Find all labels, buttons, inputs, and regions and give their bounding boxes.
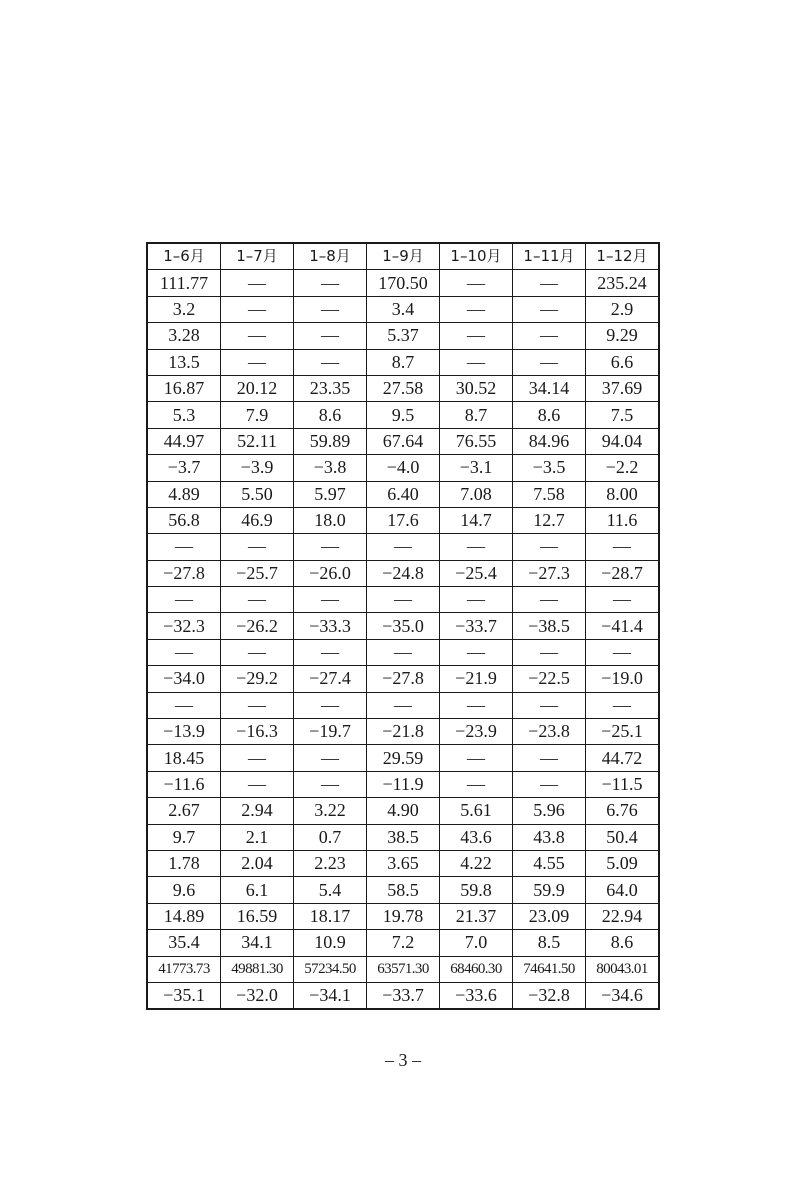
table-cell: — [294,534,367,560]
table-header-row [147,243,659,270]
table-cell: 29.59 [367,745,440,771]
table-cell: — [513,296,586,322]
table-cell: 8.7 [367,349,440,375]
table-cell: 6.40 [367,481,440,507]
table-cell: 34.14 [513,375,586,401]
table-row [147,745,659,771]
table-cell: −35.0 [367,613,440,639]
table-cell: — [440,270,513,296]
table-cell: −22.5 [513,666,586,692]
table-cell: 6.76 [586,798,660,824]
table-cell: 19.78 [367,903,440,929]
table-cell: 68460.30 [440,956,513,982]
table-cell: — [147,534,221,560]
table-cell: 5.97 [294,481,367,507]
table-cell: 8.6 [586,930,660,956]
table-cell: 8.6 [294,402,367,428]
table-cell: −4.0 [367,455,440,481]
table-row [147,613,659,639]
table-cell: — [440,639,513,665]
table-cell: 56.8 [147,507,221,533]
table-cell: −38.5 [513,613,586,639]
table-cell: 9.6 [147,877,221,903]
table-cell: — [513,587,586,613]
table-cell: −32.3 [147,613,221,639]
table-cell: 4.22 [440,850,513,876]
table-cell: 58.5 [367,877,440,903]
column-header-jan-jun: 1–6月 [147,243,221,270]
table-row [147,296,659,322]
table-cell: 27.58 [367,375,440,401]
table-row [147,903,659,929]
table-cell: 30.52 [440,375,513,401]
table-cell: — [440,745,513,771]
column-header-jan-nov: 1–11月 [513,243,586,270]
table-cell: 6.1 [221,877,294,903]
table-cell: 4.89 [147,481,221,507]
table-cell: 23.35 [294,375,367,401]
table-cell: −29.2 [221,666,294,692]
table-cell: — [294,745,367,771]
table-row [147,323,659,349]
table-cell: 50.4 [586,824,660,850]
table-cell: — [586,692,660,718]
table-cell: — [294,296,367,322]
table-cell: — [513,270,586,296]
table-cell: — [221,771,294,797]
table-cell: 7.5 [586,402,660,428]
table-cell: 5.4 [294,877,367,903]
table-cell: — [367,639,440,665]
table-cell: 111.77 [147,270,221,296]
statistics-table-container [146,242,660,1010]
table-cell: 5.37 [367,323,440,349]
table-cell: 34.1 [221,930,294,956]
table-row [147,587,659,613]
table-cell: — [221,639,294,665]
table-cell: 8.5 [513,930,586,956]
table-cell: 49881.30 [221,956,294,982]
table-cell: 4.55 [513,850,586,876]
table-cell: 6.6 [586,349,660,375]
table-cell: 7.0 [440,930,513,956]
table-cell: 52.11 [221,428,294,454]
table-cell: — [513,349,586,375]
table-cell: −19.0 [586,666,660,692]
table-cell: 3.65 [367,850,440,876]
table-cell: — [440,296,513,322]
table-cell: — [586,587,660,613]
table-cell: 67.64 [367,428,440,454]
table-cell: 9.7 [147,824,221,850]
column-header-jan-sep: 1–9月 [367,243,440,270]
table-cell: 46.9 [221,507,294,533]
table-cell: — [440,771,513,797]
table-cell: — [294,771,367,797]
table-cell: — [221,323,294,349]
table-cell: 21.37 [440,903,513,929]
table-cell: 17.6 [367,507,440,533]
page-number: – 3 – [385,1050,421,1070]
table-cell: — [513,745,586,771]
table-cell: — [294,692,367,718]
table-row [147,639,659,665]
table-cell: — [294,349,367,375]
table-cell: 10.9 [294,930,367,956]
table-row [147,349,659,375]
table-cell: — [367,587,440,613]
table-cell: −27.8 [367,666,440,692]
table-cell: — [440,587,513,613]
table-cell: 2.23 [294,850,367,876]
table-row [147,560,659,586]
table-cell: 43.6 [440,824,513,850]
table-cell: — [147,692,221,718]
table-cell: — [440,692,513,718]
table-cell: — [294,639,367,665]
table-cell: — [586,534,660,560]
table-cell: −2.2 [586,455,660,481]
table-cell: 3.2 [147,296,221,322]
table-cell: 1.78 [147,850,221,876]
table-cell: 44.97 [147,428,221,454]
table-cell: 74641.50 [513,956,586,982]
table-cell: 94.04 [586,428,660,454]
table-cell: 9.29 [586,323,660,349]
table-cell: — [221,692,294,718]
table-cell: 57234.50 [294,956,367,982]
table-cell: 18.45 [147,745,221,771]
table-cell: — [513,323,586,349]
table-cell: −3.8 [294,455,367,481]
table-cell: −27.8 [147,560,221,586]
table-cell: — [440,323,513,349]
table-cell: — [513,692,586,718]
table-row [147,824,659,850]
table-cell: 16.87 [147,375,221,401]
table-cell: 59.9 [513,877,586,903]
table-cell: 64.0 [586,877,660,903]
table-cell: 43.8 [513,824,586,850]
table-cell: 3.4 [367,296,440,322]
table-cell: 5.09 [586,850,660,876]
table-cell: −26.2 [221,613,294,639]
table-cell: 63571.30 [367,956,440,982]
table-cell: 170.50 [367,270,440,296]
table-row [147,850,659,876]
table-row [147,270,659,296]
table-cell: −3.7 [147,455,221,481]
table-cell: — [294,323,367,349]
table-cell: 7.9 [221,402,294,428]
table-row [147,956,659,982]
table-cell: −11.5 [586,771,660,797]
table-cell: −11.6 [147,771,221,797]
table-cell: — [367,534,440,560]
table-cell: 44.72 [586,745,660,771]
table-cell: 5.50 [221,481,294,507]
table-row [147,666,659,692]
table-cell: −25.4 [440,560,513,586]
table-cell: −23.8 [513,719,586,745]
table-cell: −16.3 [221,719,294,745]
table-cell: 12.7 [513,507,586,533]
table-cell: — [221,349,294,375]
table-cell: 76.55 [440,428,513,454]
table-cell: −28.7 [586,560,660,586]
table-cell: 14.89 [147,903,221,929]
table-cell: −41.4 [586,613,660,639]
table-row [147,428,659,454]
table-row [147,481,659,507]
table-cell: 5.96 [513,798,586,824]
table-row [147,534,659,560]
table-cell: 2.67 [147,798,221,824]
table-cell: — [147,639,221,665]
table-row [147,507,659,533]
table-cell: −34.6 [586,982,660,1009]
table-cell: 3.28 [147,323,221,349]
table-cell: 3.22 [294,798,367,824]
table-cell: −33.7 [440,613,513,639]
table-cell: 7.58 [513,481,586,507]
table-cell: 41773.73 [147,956,221,982]
table-cell: 84.96 [513,428,586,454]
table-cell: −35.1 [147,982,221,1009]
table-cell: 14.7 [440,507,513,533]
table-cell: 22.94 [586,903,660,929]
table-cell: −19.7 [294,719,367,745]
table-cell: — [221,587,294,613]
table-cell: −13.9 [147,719,221,745]
table-cell: 18.17 [294,903,367,929]
table-cell: 8.7 [440,402,513,428]
column-header-jan-dec: 1–12月 [586,243,660,270]
table-cell: 20.12 [221,375,294,401]
table-cell: −21.9 [440,666,513,692]
table-cell: −3.5 [513,455,586,481]
table-cell: 35.4 [147,930,221,956]
column-header-jan-jul: 1–7月 [221,243,294,270]
table-cell: 80043.01 [586,956,660,982]
table-cell: −3.1 [440,455,513,481]
table-cell: −26.0 [294,560,367,586]
table-cell: — [367,692,440,718]
table-cell: −32.8 [513,982,586,1009]
table-cell: 18.0 [294,507,367,533]
table-row [147,982,659,1009]
table-cell: — [221,296,294,322]
table-cell: — [440,534,513,560]
table-cell: 59.8 [440,877,513,903]
table-cell: — [586,639,660,665]
table-cell: — [221,534,294,560]
table-cell: — [147,587,221,613]
table-body [147,270,659,1009]
table-cell: −32.0 [221,982,294,1009]
table-cell: — [513,639,586,665]
table-cell: −3.9 [221,455,294,481]
table-row [147,692,659,718]
table-cell: 0.7 [294,824,367,850]
table-cell: 7.2 [367,930,440,956]
table-row [147,930,659,956]
table-cell: 7.08 [440,481,513,507]
table-cell: — [294,587,367,613]
table-cell: 2.1 [221,824,294,850]
table-row [147,877,659,903]
table-row [147,455,659,481]
table-cell: 11.6 [586,507,660,533]
table-cell: −33.6 [440,982,513,1009]
table-cell: 5.3 [147,402,221,428]
table-cell: — [221,745,294,771]
table-cell: −27.3 [513,560,586,586]
table-cell: −33.3 [294,613,367,639]
table-cell: −23.9 [440,719,513,745]
table-cell: 235.24 [586,270,660,296]
table-cell: −24.8 [367,560,440,586]
table-row [147,375,659,401]
table-row [147,798,659,824]
statistics-table [146,242,660,1010]
table-cell: 2.9 [586,296,660,322]
table-row [147,771,659,797]
table-cell: −25.7 [221,560,294,586]
table-cell: — [513,771,586,797]
table-cell: 8.6 [513,402,586,428]
table-cell: 9.5 [367,402,440,428]
table-cell: — [513,534,586,560]
table-cell: 38.5 [367,824,440,850]
table-cell: −27.4 [294,666,367,692]
table-cell: 59.89 [294,428,367,454]
table-cell: 13.5 [147,349,221,375]
table-cell: 5.61 [440,798,513,824]
table-cell: — [294,270,367,296]
table-cell: 4.90 [367,798,440,824]
table-cell: −11.9 [367,771,440,797]
table-cell: −25.1 [586,719,660,745]
column-header-jan-oct: 1–10月 [440,243,513,270]
table-cell: 2.04 [221,850,294,876]
table-cell: 2.94 [221,798,294,824]
table-cell: −34.0 [147,666,221,692]
table-row [147,402,659,428]
table-cell: −34.1 [294,982,367,1009]
table-cell: — [221,270,294,296]
table-cell: 8.00 [586,481,660,507]
table-cell: 37.69 [586,375,660,401]
table-cell: −21.8 [367,719,440,745]
table-row [147,719,659,745]
table-cell: 16.59 [221,903,294,929]
table-cell: — [440,349,513,375]
table-cell: −33.7 [367,982,440,1009]
table-cell: 23.09 [513,903,586,929]
column-header-jan-aug: 1–8月 [294,243,367,270]
